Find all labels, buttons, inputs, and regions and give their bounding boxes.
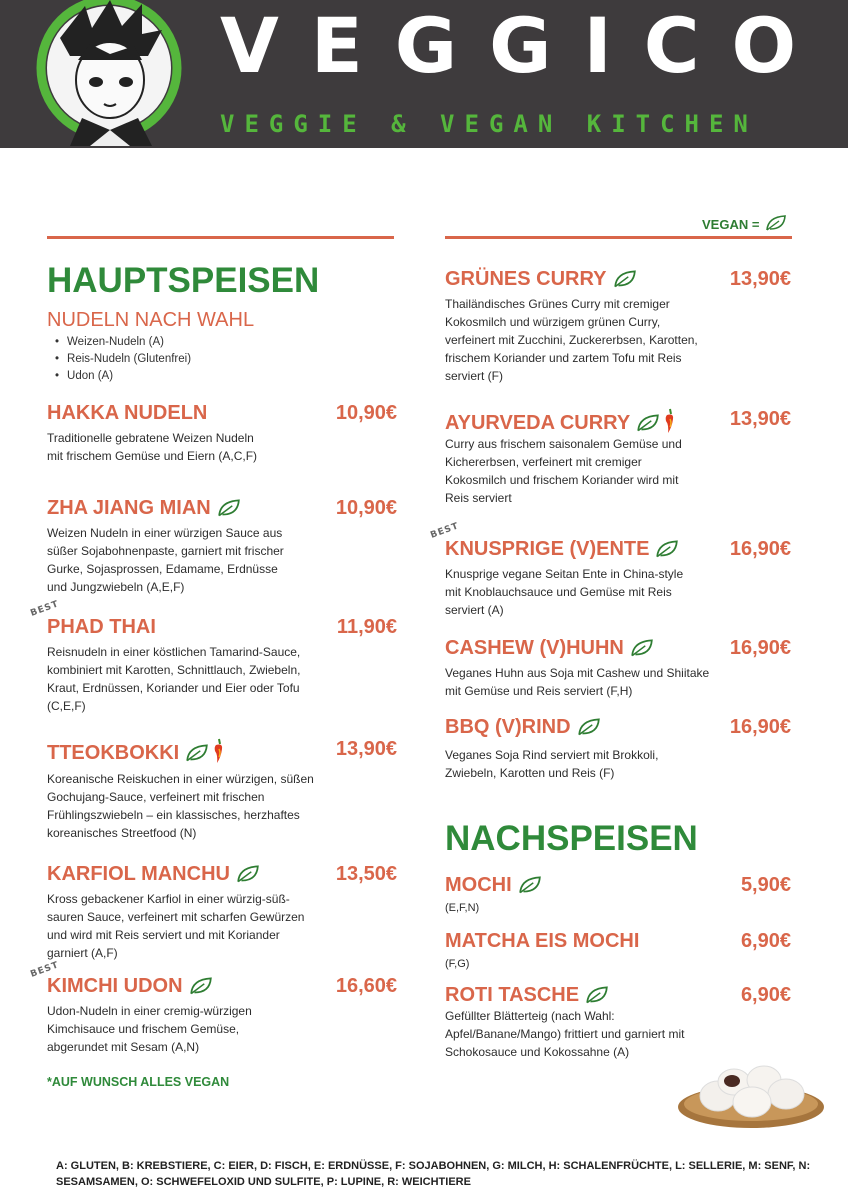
item-price: 13,90€ bbox=[335, 738, 397, 760]
list-item: • Reis-Nudeln (Glutenfrei) bbox=[55, 351, 191, 368]
menu-item-hakka-nudeln bbox=[47, 401, 397, 481]
best-badge: BEST bbox=[29, 960, 61, 980]
item-name bbox=[47, 737, 227, 765]
leaf-icon bbox=[655, 539, 679, 559]
menu-item-tteokbokki bbox=[47, 737, 397, 847]
vegan-legend bbox=[702, 214, 787, 232]
item-price: 5,90€ bbox=[740, 874, 791, 896]
item-price: 16,90€ bbox=[729, 637, 791, 659]
right-divider bbox=[445, 236, 792, 239]
item-name-text: ZHA JIANG MIAN bbox=[47, 497, 211, 519]
leaf-icon bbox=[518, 875, 542, 895]
item-price: 10,90€ bbox=[335, 402, 397, 424]
leaf-icon bbox=[577, 717, 601, 737]
item-description: Reisnudeln in einer köstlichen Tamarind-Sauce, kombiniert mit Karotten, Schnittlauch, Zwiebeln, Kraut, Erdnüssen, Koriander und Eier oder Tofu (C,E,F) bbox=[47, 645, 301, 713]
item-price: 16,90€ bbox=[729, 716, 791, 738]
item-price: 10,90€ bbox=[335, 497, 397, 519]
item-description: Udon-Nudeln in einer cremig-würzigen Kimchisauce und frischem Gemüse, abgerundet mit Sesam (A,N) bbox=[47, 1004, 252, 1054]
item-description: (F,G) bbox=[445, 958, 470, 970]
item-price: 11,90€ bbox=[336, 616, 397, 638]
menu-item-karfiol-manchu bbox=[47, 862, 397, 962]
item-name-text: AYURVEDA CURRY bbox=[445, 412, 631, 434]
chili-pepper-icon bbox=[211, 737, 227, 765]
item-name-text: PHAD THAI bbox=[47, 616, 156, 638]
leaf-icon bbox=[236, 864, 260, 884]
left-divider bbox=[47, 236, 394, 239]
item-name bbox=[445, 636, 654, 660]
item-name-text: GRÜNES CURRY bbox=[445, 268, 607, 290]
leaf-icon bbox=[189, 976, 213, 996]
item-price: 16,90€ bbox=[729, 538, 791, 560]
vegan-legend-label: VEGAN = bbox=[702, 217, 760, 232]
section-title-nachspeisen: NACHSPEISEN bbox=[445, 819, 698, 858]
list-item: • Udon (A) bbox=[55, 368, 191, 385]
item-name bbox=[445, 267, 637, 291]
item-name bbox=[47, 401, 207, 425]
menu-item-cashew-vhuhn bbox=[445, 636, 795, 706]
mascot-logo-icon bbox=[30, 0, 188, 146]
item-description: Veganes Soja Rind serviert mit Brokkoli, Zwiebeln, Karotten und Reis (F) bbox=[445, 748, 659, 780]
best-badge: BEST bbox=[429, 521, 461, 541]
leaf-icon bbox=[630, 638, 654, 658]
brand-tagline: VEGGIE & VEGAN KITCHEN bbox=[220, 110, 758, 138]
item-description: Curry aus frischem saisonalem Gemüse und Kichererbsen, verfeinert mit cremiger Kokosmilch und frischem Koriander wird mit Reis serviert bbox=[445, 437, 682, 505]
item-name-text: HAKKA NUDELN bbox=[47, 402, 208, 424]
item-name bbox=[445, 715, 601, 739]
item-description: Thailändisches Grünes Curry mit cremiger Kokosmilch und würzigem grünen Curry, verfeinert mit Zucchini, Zuckererbsen, Karotten, frischem Koriander und zartem Tofu mit Reis serviert (F) bbox=[445, 297, 698, 383]
item-name bbox=[47, 496, 241, 520]
item-description: Veganes Huhn aus Soja mit Cashew und Shiitake mit Gemüse und Reis serviert (F,H) bbox=[445, 666, 710, 698]
item-price: 16,60€ bbox=[335, 975, 397, 997]
vegan-on-request-note: *AUF WUNSCH ALLES VEGAN bbox=[47, 1075, 230, 1089]
leaf-icon bbox=[185, 743, 209, 763]
allergen-legend: A: GLUTEN, B: KREBSTIERE, C: EIER, D: FISCH, E: ERDNÜSSE, F: SOJABOHNEN, G: MILCH, H: SCHALENFRÜCHTE, L: SELLERIE, M: SENF, N: SESAMSAMEN, O: SCHWEFELOXID UND SULFITE, P: LUPINE, R: WEICHTIERE bbox=[56, 1160, 811, 1188]
item-price: 6,90€ bbox=[740, 930, 791, 952]
menu-item-mochi bbox=[445, 873, 795, 918]
menu-item-matcha-eis-mochi bbox=[445, 929, 795, 974]
item-name-text: BBQ (V)RIND bbox=[445, 716, 571, 738]
item-price: 13,90€ bbox=[729, 408, 791, 430]
menu-item-kimchi-udon bbox=[47, 974, 397, 1059]
item-name-text: KARFIOL MANCHU bbox=[47, 863, 230, 885]
item-name-text: CASHEW (V)HUHN bbox=[445, 637, 624, 659]
menu-item-knusprige-vente bbox=[445, 537, 795, 622]
chili-pepper-icon bbox=[662, 407, 678, 435]
best-badge: BEST bbox=[29, 599, 61, 619]
item-name bbox=[47, 862, 260, 886]
noodle-choice-list bbox=[55, 334, 191, 385]
item-name-text: KNUSPRIGE (V)ENTE bbox=[445, 538, 650, 560]
item-name bbox=[47, 974, 213, 998]
item-price: 13,90€ bbox=[729, 268, 791, 290]
mochi-plate-image bbox=[676, 1052, 826, 1130]
leaf-icon bbox=[636, 413, 660, 433]
item-description: Knusprige vegane Seitan Ente in China-style mit Knoblauchsauce und Gemüse mit Reis serviert (A) bbox=[445, 567, 684, 617]
item-description: Gefüllter Blätterteig (nach Wahl: Apfel/Banane/Mango) frittiert und garniert mit Schokosauce und Kokossahne (A) bbox=[445, 1009, 685, 1059]
leaf-icon bbox=[765, 214, 787, 232]
item-name bbox=[445, 929, 639, 953]
item-name bbox=[445, 983, 609, 1007]
item-name bbox=[445, 873, 542, 897]
item-name bbox=[445, 537, 679, 561]
item-description: Koreanische Reiskuchen in einer würzigen, süßen Gochujang-Sauce, verfeinert mit frischen Frühlingszwiebeln – ein klassisches, herzhaftes koreanisches Streetfood (N) bbox=[47, 772, 314, 840]
item-description: Traditionelle gebratene Weizen Nudeln mit frischem Gemüse und Eiern (A,C,F) bbox=[47, 431, 258, 463]
list-item: • Weizen-Nudeln (A) bbox=[55, 334, 191, 351]
item-description: Kross gebackener Karfiol in einer würzig-süß-sauren Sauce, verfeinert mit scharfen Gewürzen und wird mit Reis serviert und mit Koriander garniert (A,F) bbox=[47, 892, 305, 960]
item-name-text: KIMCHI UDON bbox=[47, 975, 183, 997]
item-name bbox=[47, 615, 156, 639]
item-name bbox=[445, 407, 678, 435]
menu-item-gruenes-curry bbox=[445, 267, 795, 387]
item-price: 13,50€ bbox=[335, 863, 397, 885]
leaf-icon bbox=[585, 985, 609, 1005]
leaf-icon bbox=[217, 498, 241, 518]
item-name-text: ROTI TASCHE bbox=[445, 984, 580, 1006]
brand-title: VEGGICO bbox=[220, 1, 829, 90]
header-banner bbox=[0, 0, 848, 148]
menu-item-ayurveda-curry bbox=[445, 407, 795, 507]
leaf-icon bbox=[613, 269, 637, 289]
menu-item-bbq-vrind bbox=[445, 715, 795, 785]
section-title-hauptspeisen: HAUPTSPEISEN bbox=[47, 261, 320, 300]
item-description: (E,F,N) bbox=[445, 902, 480, 914]
item-price: 6,90€ bbox=[740, 984, 791, 1006]
item-description: Weizen Nudeln in einer würzigen Sauce aus süßer Sojabohnenpaste, garniert mit frischer Gurke, Sojasprossen, Edamame, Erdnüsse und Jungzwiebeln (A,E,F) bbox=[47, 526, 284, 594]
menu-item-phad-thai bbox=[47, 615, 397, 715]
noodle-choice-heading: NUDELN NACH WAHL bbox=[47, 309, 255, 331]
item-name-text: MOCHI bbox=[445, 874, 512, 896]
item-name-text: TTEOKBOKKI bbox=[47, 742, 180, 764]
menu-item-zha-jiang-mian bbox=[47, 496, 397, 596]
item-name-text: MATCHA EIS MOCHI bbox=[445, 930, 640, 952]
